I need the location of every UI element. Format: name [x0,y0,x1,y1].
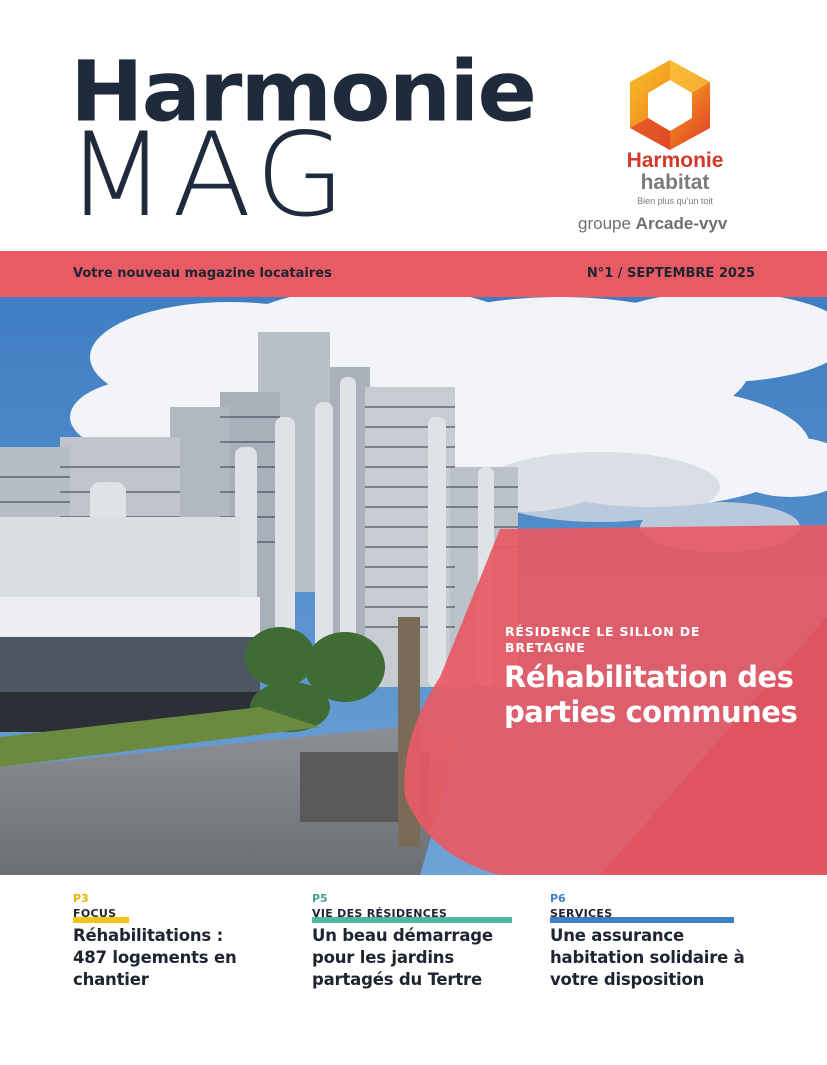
group-name: Arcade-vyv [635,214,728,233]
logo-tagline: Bien plus qu'un toit [637,196,713,206]
teaser-page: P5 [312,892,328,905]
teaser-headline: Un beau démarrage pour les jardins partagés du Tertre [312,926,493,989]
issue-number: N°1 / SEPTEMBRE 2025 [586,266,755,281]
logo-wordmark: Harmonie [626,149,724,172]
teaser-services[interactable] [550,892,780,991]
magazine-subtitle: MAG [66,108,352,243]
teaser-page: P3 [73,892,89,905]
teaser-page: P6 [550,892,566,905]
group-prefix: groupe [578,214,631,233]
teaser-category: VIE DES RÉSIDENCES [312,907,448,920]
teaser-vie-des-residences[interactable] [312,892,542,991]
feature-title: Réhabilitation des parties communes [504,660,798,729]
banner-tagline: Votre nouveau magazine locataires [73,266,332,281]
cover-photo [0,297,827,875]
teaser-category: FOCUS [73,907,117,920]
teaser-focus[interactable] [73,892,303,991]
teaser-category: SERVICES [550,907,613,920]
group-label [578,214,727,234]
teaser-headline: Réhabilitations : 487 logements en chantier [73,926,237,989]
feature-kicker: RÉSIDENCE LE SILLON DE BRETAGNE [505,624,701,655]
teaser-headline: Une assurance habitation solidaire à votre disposition [550,926,745,989]
logo-wordmark-sub: habitat [640,171,710,194]
magazine-title: Harmonie [70,42,536,141]
